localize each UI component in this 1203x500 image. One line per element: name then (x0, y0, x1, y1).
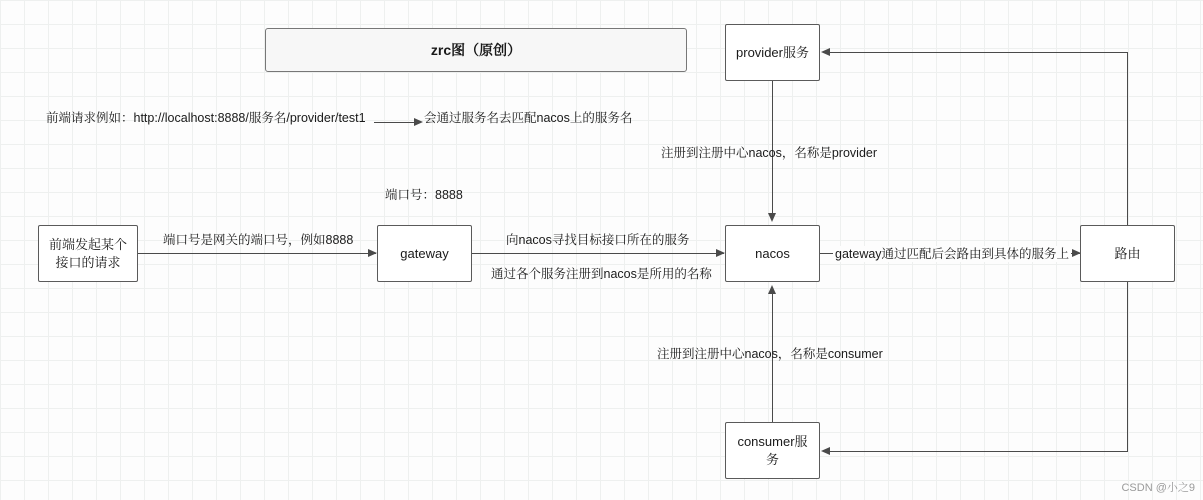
node-request-line1: 前端发起某个 (48, 236, 127, 252)
label-provider-register: 注册到注册中心nacos，名称是provider (661, 146, 878, 160)
label-match-service-name: 会通过服务名去匹配nacos上的服务名 (424, 111, 633, 125)
connector-route-consumer-vertical (1127, 282, 1128, 451)
watermark: CSDN @小之9 (1121, 482, 1195, 494)
arrowhead-route-provider (821, 48, 830, 56)
diagram-title: zrc图（原创） (430, 41, 522, 58)
arrowhead-route-consumer (821, 447, 830, 455)
connector-gateway-nacos (472, 253, 724, 254)
node-gateway: gateway (377, 225, 472, 282)
arrowhead-provider-nacos (768, 213, 776, 222)
label-gateway-port: 端口号是网关的端口号，例如8888 (163, 233, 354, 247)
arrowhead-example-to-match (414, 118, 423, 126)
node-nacos: nacos (725, 225, 820, 282)
diagram-title-box (265, 28, 687, 72)
label-route-note: gateway通过匹配后会路由到具体的服务上 (835, 247, 1070, 261)
node-request-line2: 接口的请求 (55, 254, 121, 270)
node-consumer (725, 422, 820, 479)
label-consumer-register: 注册到注册中心nacos，名称是consumer (657, 347, 883, 361)
node-provider: provider服务 (725, 24, 820, 81)
label-port-note: 端口号：8888 (385, 188, 463, 202)
connector-route-provider-horizontal (829, 52, 1128, 53)
connector-route-consumer-horizontal (829, 451, 1128, 452)
label-frontend-example: 前端请求例如：http://localhost:8888/服务名/provider/test1 (46, 111, 366, 125)
arrowhead-gateway-nacos (716, 249, 725, 257)
node-consumer-line2: 务 (765, 451, 779, 467)
node-request (38, 225, 138, 282)
arrowhead-request-gateway (368, 249, 377, 257)
connector-request-gateway (138, 253, 376, 254)
label-find-service: 向nacos寻找目标接口所在的服务 (506, 233, 690, 247)
connector-route-provider-vertical (1127, 52, 1128, 225)
label-register-name-note: 通过各个服务注册到nacos是所用的名称 (491, 267, 712, 281)
node-route: 路由 (1080, 225, 1175, 282)
node-consumer-line1: consumer服 (737, 433, 808, 449)
arrowhead-consumer-nacos (768, 285, 776, 294)
connector-example-to-match (374, 122, 418, 123)
